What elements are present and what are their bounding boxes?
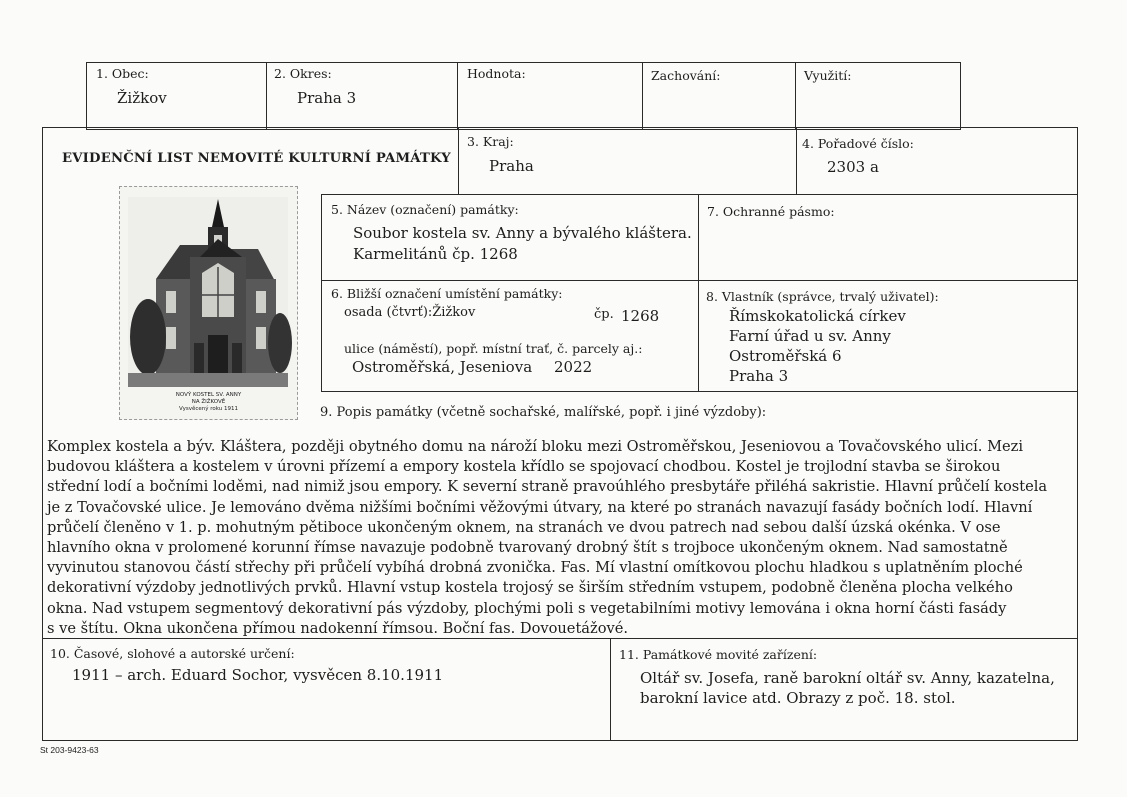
umisteni-label: 6. Bližší označení umístění památky: [331,286,563,301]
field-vlastnik [698,280,1078,392]
casove-label: 10. Časové, slohové a autorské určení: [50,646,295,661]
zarizeni-line-1: Oltář sv. Josefa, raně barokní oltář sv. Anny, kazatelna, [640,669,1055,687]
popis-label: 9. Popis památky (včetně sochařské, malířské, popř. i jiné výzdoby): [320,405,767,420]
form-code: St 203-9423-63 [40,745,99,755]
hodnota-label: Hodnota: [467,66,526,81]
field-movite-zarizeni [610,638,1078,741]
church-illustration [120,187,297,392]
obec-value: Žižkov [117,89,167,107]
ulice-label: ulice (náměstí), popř. místní trať, č. parcely aj.: [344,341,643,356]
form-title: EVIDENČNÍ LIST NEMOVITÉ KULTURNÍ PAMÁTKY [62,151,451,166]
nazev-line1: Soubor kostela sv. Anny a bývalého kláštera. [353,224,692,242]
nazev-line2: Karmelitánů čp. 1268 [353,245,518,263]
osada-value: osada (čtvrť):Žižkov [344,305,476,320]
vlastnik-label: 8. Vlastník (správce, trvalý uživatel): [706,289,939,304]
kraj-label: 3. Kraj: [467,134,514,149]
field-nazev [321,194,699,281]
zachovani-label: Zachování: [651,68,721,83]
zarizeni-line-2: barokní lavice atd. Obrazy z poč. 18. stol. [640,689,956,707]
obec-label: 1. Obec: [96,66,149,81]
cp-value: 1268 [621,307,660,325]
poradove-value: 2303 a [827,158,879,176]
field-casove-urceni [42,638,611,741]
popis-text [47,437,1047,639]
popis-line-10: s ve štítu. Okna ukončena přímou nadokenní římsou. Boční fas. Dovouetážové. [47,619,628,637]
ulice-value: Ostroměřská, Jeseniova [352,358,533,376]
zarizeni-label: 11. Památkové movité zařízení: [619,647,818,662]
popis-line-6: hlavního okna v prolomené korunní římse navazuje podobně tvarovaný drobný štít s trojboce ukončeným oknem. Nad samostatně [47,539,1008,557]
vlastnik-line-1: Římskokatolická církev [729,307,906,325]
popis-line-2: budovou kláštera a kostelem v úrovni přízemí a empory kostela křídlo se spojovací chodbou. Kostel je trojlodní stavba se širokou [47,458,1001,476]
photo-caption-place: NA ŽIŽKOVĚ [191,399,226,405]
photo-caption-title: NOVÝ KOSTEL SV. ANNY [175,392,242,398]
poradove-label: 4. Pořadové číslo: [802,136,914,151]
okres-label: 2. Okres: [274,66,332,81]
popis-line-4: je z Tovačovské ulice. Je lemováno dvěma nižšími bočními věžovými útvary, na které po stranách navazují fasády bočních lodí. Hlavní [47,498,1033,516]
field-kraj [458,127,797,195]
field-ochranne-pasmo [698,194,1078,281]
field-zachovani [642,62,796,130]
casove-value: 1911 – arch. Eduard Sochor, vysvěcen 8.10.1911 [72,666,444,684]
kraj-value: Praha [489,157,534,175]
popis-line-5: průčelí členěno v 1. p. mohutným pětiboce ukončeným oknem, na stranách ve dvou patrech nad sebou další úzská okénka. V ose [47,518,1001,536]
church-photo [119,186,298,420]
popis-line-3: střední lodí a bočními loděmi, nad nimiž jsou empory. K severní straně pravoúhlého presbytáře přiléhá sakristie. Hlavní průčelí kostela [47,478,1048,496]
popis-line-1: Komplex kostela a býv. Kláštera, později obytného domu na nároží bloku mezi Ostroměřskou, Jeseniovou a Tovačovského ulicí. Mezi [47,438,1023,455]
cp-label: čp. [594,307,614,322]
field-hodnota [457,62,643,130]
field-okres [266,62,458,130]
vlastnik-line-4: Praha 3 [729,367,789,385]
popis-line-7: vyvinutou stanovou částí střechy při průčelí vybíhá drobná zvonička. Fas. Mí vlastní omítkovou plochu hladkou s uplatněním ploché [47,559,1023,577]
pasmo-label: 7. Ochranné pásmo: [707,204,835,219]
popis-line-9: okna. Nad vstupem segmentový dekorativní pás výzdoby, plochými poli s vegetabilními motivy lemována i okna horní části fasády [47,599,1007,617]
vlastnik-line-2: Farní úřad u sv. Anny [729,327,891,345]
field-vyuziti [795,62,961,130]
nazev-label: 5. Název (označení) památky: [331,202,519,217]
vyuziti-label: Využití: [804,68,852,83]
field-poradove-cislo [796,127,1078,195]
okres-value: Praha 3 [297,89,357,107]
vlastnik-line-3: Ostroměřská 6 [729,347,842,365]
popis-line-8: dekorativní výzdoby jednotlivých prvků. Hlavní vstup kostela trojosý se širším středním vstupem, podobně členěna plocha velkého [47,579,1013,597]
field-umisteni [321,280,699,392]
parcela-value: 2022 [554,358,593,376]
field-obec [86,62,267,130]
photo-caption-year: Vysvěcený roku 1911 [178,406,239,412]
